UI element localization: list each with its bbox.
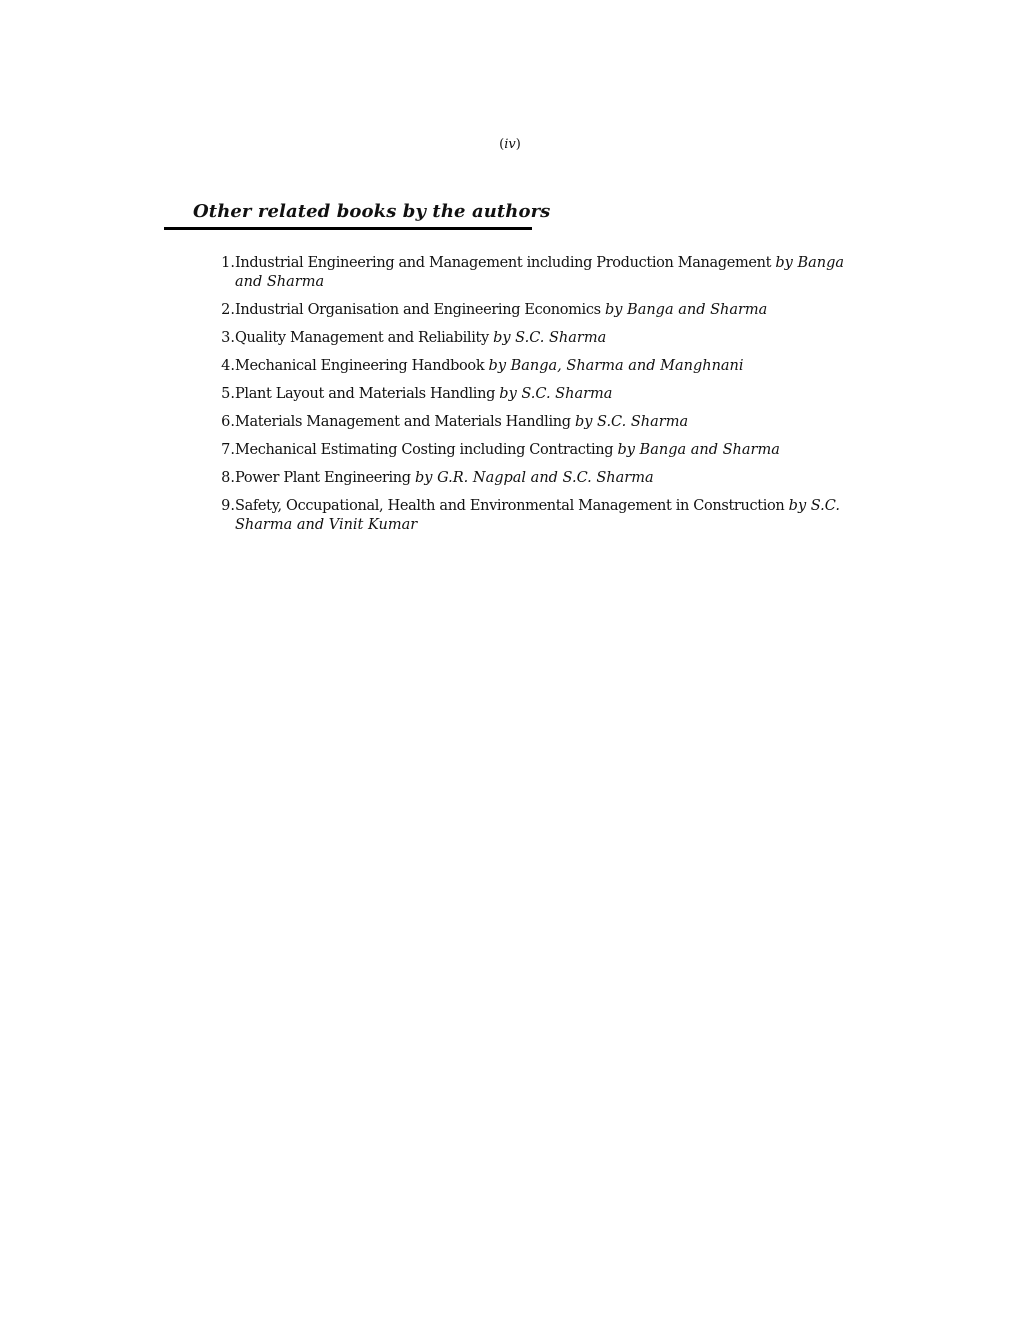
book-number: 5. (221, 386, 235, 402)
book-entry (235, 301, 860, 320)
heading-underline (164, 227, 532, 230)
book-authors: by Banga and Sharma (604, 302, 768, 318)
book-entry (235, 441, 860, 460)
book-title: Industrial Engineering and Management including Production Management (235, 255, 772, 271)
book-authors: by S.C. Sharma (499, 386, 613, 402)
book-title: Plant Layout and Materials Handling (235, 386, 496, 402)
section-heading: Other related books by the authors (193, 201, 551, 222)
book-number: 9. (221, 498, 235, 514)
book-list-item (200, 254, 860, 292)
book-list-item (200, 497, 860, 535)
book-list-item (200, 441, 860, 460)
book-number: 7. (221, 442, 235, 458)
book-list-item (200, 357, 860, 376)
book-list (200, 254, 860, 544)
book-list-item (200, 413, 860, 432)
section-heading-block (164, 201, 551, 230)
page-number: (iv) (499, 137, 521, 152)
book-authors: by G.R. Nagpal and S.C. Sharma (415, 470, 654, 486)
book-list-item (200, 301, 860, 320)
book-list-item (200, 385, 860, 404)
book-title: Industrial Organisation and Engineering Economics (235, 302, 601, 318)
book-title: Safety, Occupational, Health and Environmental Management in Construction (235, 498, 785, 514)
book-list-item (200, 469, 860, 488)
book-entry (235, 254, 860, 292)
book-list-item (200, 329, 860, 348)
book-authors: by S.C. Sharma (574, 414, 689, 430)
book-number: 4. (221, 358, 235, 374)
book-entry (235, 357, 860, 376)
page-number-roman: iv (504, 137, 516, 152)
book-number: 2. (221, 302, 235, 318)
book-title: Quality Management and Reliability (235, 330, 489, 346)
book-entry (235, 385, 860, 404)
book-number: 1. (221, 255, 235, 271)
book-entry (235, 329, 860, 348)
book-entry (235, 469, 860, 488)
book-authors: by Banga and Sharma (235, 255, 845, 290)
book-title: Mechanical Engineering Handbook (235, 358, 485, 374)
book-number: 8. (221, 470, 235, 486)
book-title: Materials Management and Materials Handling (235, 414, 571, 430)
book-number: 3. (221, 330, 235, 346)
book-title: Mechanical Estimating Costing including Contracting (235, 442, 614, 458)
book-authors: by Banga and Sharma (617, 442, 780, 458)
book-entry (235, 413, 860, 432)
book-entry (235, 497, 860, 535)
book-number: 6. (221, 414, 235, 430)
book-title: Power Plant Engineering (235, 470, 411, 486)
book-authors: by S.C. Sharma and Vinit Kumar (235, 498, 840, 533)
book-authors: by S.C. Sharma (493, 330, 607, 346)
book-authors: by Banga, Sharma and Manghnani (488, 358, 744, 374)
